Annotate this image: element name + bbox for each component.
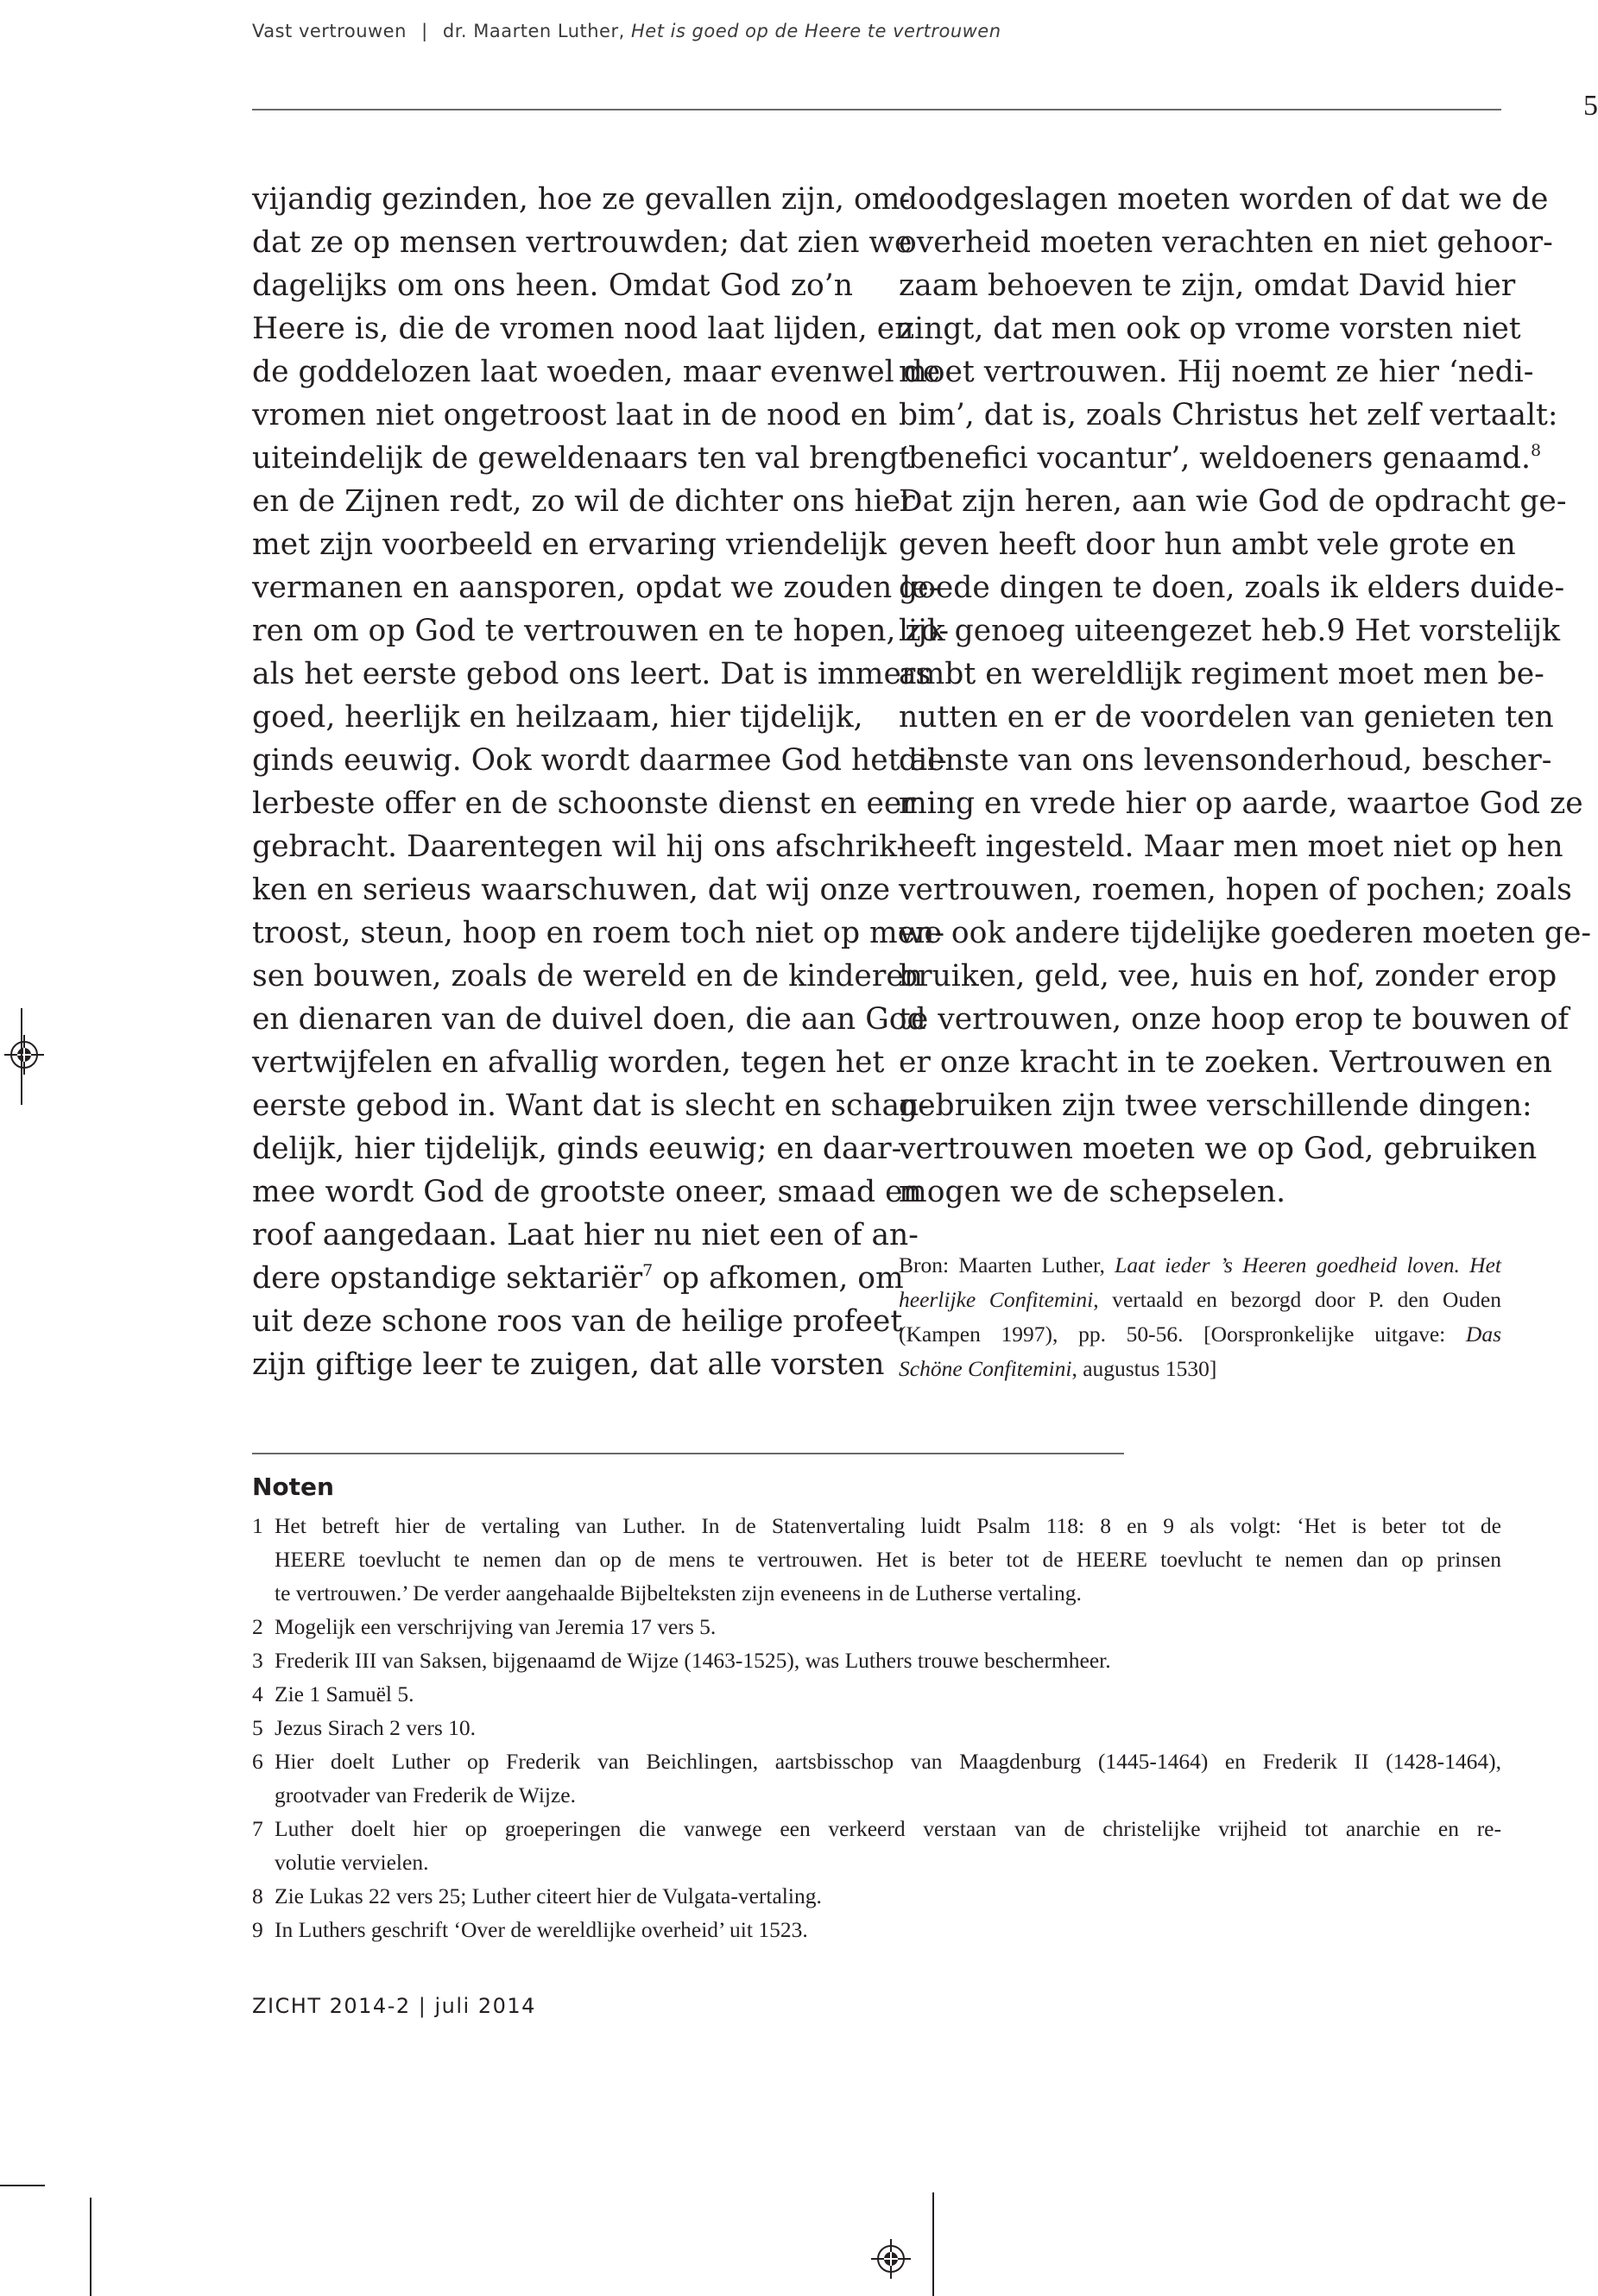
footnote-number: 8 [252, 1883, 263, 1908]
text-line: vermanen en aansporen, opdat we zouden le- [252, 571, 939, 605]
text-line: uiteindelijk de geweldenaars ten val brengt [252, 441, 911, 476]
text-line: mee wordt God de grootste oneer, smaad en [252, 1175, 922, 1209]
text-fragment: op afkomen, om [653, 1261, 904, 1296]
registration-mark-icon [4, 1035, 44, 1075]
text-line: delijk, hier tijdelijk, ginds eeuwig; en daar- [252, 1132, 902, 1166]
text-line: mogen we de schepselen. [899, 1175, 1286, 1209]
header-separator: | [421, 21, 428, 41]
source-text: Bron: Maarten Luther, [899, 1252, 1115, 1277]
text-line: moet vertrouwen. Hij noemt ze hier ‘nedi- [899, 355, 1534, 389]
text-line: vertrouwen, roemen, hopen of pochen; zoals [899, 873, 1572, 907]
source-text: (Kampen 1997), pp. 50-56. [Oorspronkelijke uitgave: [899, 1321, 1466, 1347]
text-line: zingt, dat men ook op vrome vorsten niet [899, 312, 1521, 346]
footer-journal: ZICHT 2014-2 [252, 1994, 411, 2018]
footnote-line: Zie Lukas 22 vers 25; Luther citeert hier de Vulgata-vertaling. [275, 1883, 822, 1908]
text-line: troost, steun, hoop en roem toch niet op men- [252, 916, 945, 950]
source-book-title: heerlijke Confitemini [899, 1287, 1094, 1312]
footnote-number: 7 [252, 1816, 263, 1841]
page-footer [252, 1994, 536, 2018]
source-text: , augustus 1530] [1071, 1356, 1217, 1381]
text-line: uit deze schone roos van de heilige profeet [252, 1304, 903, 1339]
footnote-line: te vertrouwen.’ De verder aangehaalde Bijbelteksten zijn eveneens in de Lutherse vertaling. [275, 1580, 1082, 1605]
footnote-number: 3 [252, 1648, 263, 1673]
notes-rule [252, 1453, 1124, 1454]
text-line: en de Zijnen redt, zo wil de dichter ons hier [252, 484, 915, 519]
source-original-title: Schöne Confitemini [899, 1356, 1072, 1381]
header-section: Vast vertrouwen [252, 21, 407, 41]
text-line: lerbeste offer en de schoonste dienst en eer [252, 786, 916, 821]
text-line: goede dingen te doen, zoals ik elders duide- [899, 571, 1565, 605]
text-line: ken en serieus waarschuwen, dat wij onze [252, 873, 891, 907]
text-line: ginds eeuwig. Ook wordt daarmee God het al- [252, 743, 947, 778]
text-line: te vertrouwen, onze hoop erop te bouwen of [899, 1002, 1570, 1037]
footnote-line: volutie vervielen. [275, 1850, 429, 1875]
text-line: zijn giftige leer te zuigen, dat alle vorsten [252, 1347, 885, 1382]
page-number-fragment: 5 [1583, 90, 1598, 122]
footnote-line: Luther doelt hier op groeperingen die vanwege een verkeerd verstaan van de christelijke vrijheid tot anarchie en re- [275, 1816, 1501, 1841]
running-header [252, 21, 1001, 41]
footnote-line: In Luthers geschrift ‘Over de wereldlijke overheid’ uit 1523. [275, 1917, 808, 1942]
text-line: met zijn voorbeeld en ervaring vriendelijk [252, 527, 887, 562]
text-line: dienste van ons levensonderhoud, bescher- [899, 743, 1552, 778]
footnote [252, 1677, 1501, 1711]
text-line: gebracht. Daarentegen wil hij ons afschrik- [252, 829, 907, 864]
text-line: geven heeft door hun ambt vele grote en [899, 527, 1516, 562]
text-line: en dienaren van de duivel doen, die aan God [252, 1002, 926, 1037]
right-text-column [899, 178, 1592, 1214]
text-line: roof aangedaan. Laat hier nu niet een of an- [252, 1218, 919, 1252]
footnote [252, 1812, 1501, 1879]
source-line [899, 1283, 1501, 1317]
text-line: de goddelozen laat woeden, maar evenwel de [252, 355, 941, 389]
source-line [899, 1317, 1501, 1352]
text-line: nutten en er de voordelen van genieten ten [899, 700, 1554, 735]
footnote [252, 1509, 1501, 1610]
text-line: vromen niet ongetroost laat in de nood en [252, 398, 887, 432]
text-fragment: dere opstandige sektariër [252, 1261, 643, 1296]
text-line: zaam behoeven te zijn, omdat David hier [899, 268, 1516, 303]
footnote-line: Jezus Sirach 2 vers 10. [275, 1715, 476, 1740]
footer-date: juli 2014 [434, 1994, 536, 2018]
footnote [252, 1610, 1501, 1643]
footnote-line: Hier doelt Luther op Frederik van Beichlingen, aartsbisschop van Maagdenburg (1445-1464) en Frederik II (1428-1464), [275, 1749, 1501, 1774]
text-line: bruiken, geld, vee, huis en hof, zonder erop [899, 959, 1557, 993]
footnote-number: 4 [252, 1681, 263, 1706]
footnote [252, 1643, 1501, 1677]
text-line: ren om op God te vertrouwen en te hopen, zo- [252, 614, 949, 648]
text-line: goed, heerlijk en heilzaam, hier tijdelijk, [252, 700, 863, 735]
footnote-reference: 8 [1530, 441, 1542, 460]
crop-mark [0, 2185, 45, 2186]
footnote [252, 1711, 1501, 1744]
footnote-line: Zie 1 Samuël 5. [275, 1681, 414, 1706]
footnote-number: 6 [252, 1749, 263, 1774]
text-fragment: ‘benefici vocantur’, weldoeners genaamd. [899, 441, 1531, 476]
text-line: sen bouwen, zoals de wereld en de kinderen [252, 959, 923, 993]
text-line: Heere is, die de vromen nood laat lijden, en [252, 312, 914, 346]
header-rule [252, 109, 1501, 110]
crop-mark [932, 2192, 934, 2296]
footnote-number: 5 [252, 1715, 263, 1740]
source-book-title: Laat ieder ’s Heeren goedheid loven. Het [1115, 1252, 1501, 1277]
footer-separator: | [418, 1994, 427, 2018]
footnote-line: Mogelijk een verschrijving van Jeremia 17 vers 5. [275, 1614, 717, 1639]
text-line [899, 437, 1542, 480]
text-line: gebruiken zijn twee verschillende dingen: [899, 1088, 1532, 1123]
footnote [252, 1744, 1501, 1812]
footnote-number: 1 [252, 1513, 263, 1538]
text-line: dat ze op mensen vertrouwden; dat zien we [252, 225, 913, 260]
footnote-reference: 7 [642, 1261, 654, 1280]
text-line: ming en vrede hier op aarde, waartoe God ze [899, 786, 1583, 821]
footnote-line: Frederik III van Saksen, bijgenaamd de Wijze (1463-1525), was Luthers trouwe beschermheer. [275, 1648, 1111, 1673]
crop-mark [90, 2198, 92, 2296]
source-citation [899, 1248, 1501, 1386]
footnote [252, 1913, 1501, 1946]
text-line: als het eerste gebod ons leert. Dat is immers [252, 657, 932, 691]
text-line: eerste gebod in. Want dat is slecht en schan- [252, 1088, 929, 1123]
text-line: overheid moeten verachten en niet gehoor- [899, 225, 1553, 260]
left-text-column [252, 178, 949, 1386]
notes-list [252, 1509, 1501, 1946]
text-line: dagelijks om ons heen. Omdat God zo’n [252, 268, 853, 303]
footnote-number: 2 [252, 1614, 263, 1639]
text-line: doodgeslagen moeten worden of dat we de [899, 182, 1549, 217]
text-line [252, 1257, 904, 1300]
registration-mark-icon [871, 2239, 911, 2279]
text-line: vijandig gezinden, hoe ze gevallen zijn, om- [252, 182, 911, 217]
footnote-number: 9 [252, 1917, 263, 1942]
footnote-line: Het betreft hier de vertaling van Luther. In de Statenvertaling luidt Psalm 118: 8 en 9 als volgt: ‘Het is beter tot de [275, 1513, 1501, 1538]
text-line: vertrouwen moeten we op God, gebruiken [899, 1132, 1538, 1166]
header-article-title: Het is goed op de Heere te vertrouwen [630, 21, 1001, 41]
footnote-line: grootvader van Frederik de Wijze. [275, 1782, 576, 1807]
text-line: vertwijfelen en afvallig worden, tegen het [252, 1045, 885, 1080]
source-line [899, 1352, 1501, 1386]
header-author: dr. Maarten Luther, [442, 21, 625, 41]
text-line: Dat zijn heren, aan wie God de opdracht ge- [899, 484, 1567, 519]
crop-mark [21, 1008, 22, 1105]
source-line [899, 1248, 1501, 1283]
text-line: we ook andere tijdelijke goederen moeten ge- [899, 916, 1592, 950]
source-text: , vertaald en bezorgd door P. den Ouden [1093, 1287, 1501, 1312]
text-line: heeft ingesteld. Maar men moet niet op hen [899, 829, 1563, 864]
source-original-title: Das [1465, 1321, 1501, 1347]
text-line: ambt en wereldlijk regiment moet men be- [899, 657, 1544, 691]
text-line: bim’, dat is, zoals Christus het zelf vertaalt: [899, 398, 1558, 432]
notes-heading: Noten [252, 1473, 334, 1501]
footnote [252, 1879, 1501, 1913]
footnote-line: HEERE toevlucht te nemen dan op de mens te vertrouwen. Het is beter tot de HEERE toevlucht te nemen dan op prinsen [275, 1547, 1501, 1572]
text-line: lijk genoeg uiteengezet heb.9 Het vorstelijk [899, 614, 1561, 648]
text-line: er onze kracht in te zoeken. Vertrouwen en [899, 1045, 1552, 1080]
